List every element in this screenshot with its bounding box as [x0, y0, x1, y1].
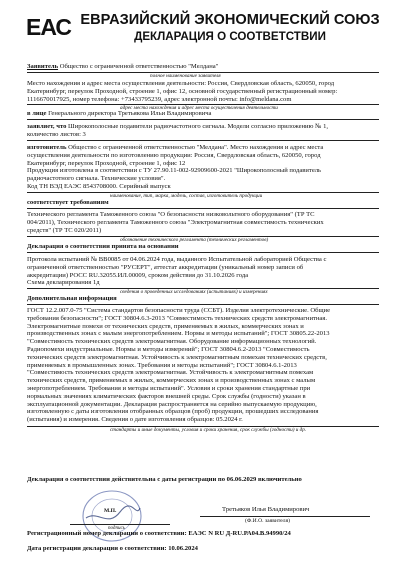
manufacturer-line: Общество с ограниченной ответственностью "Мелдана". Место нахождения и адрес места [68, 144, 324, 151]
declares-label: заявляет, что [27, 123, 67, 130]
stamp-mark: М.П. [104, 508, 117, 514]
signature-line [70, 524, 170, 525]
additional-line: применяемых в промышленных зонах. Требования и методы испытаний"; ГОСТ 30804.6.1-2013 [27, 361, 297, 369]
additional-line: энергопотреблением. Требования и методы испытаний". Условия и сроки хранения стандартные при [27, 384, 311, 392]
applicant-row [27, 63, 379, 71]
additional-line: изготовленную с даты изготовления отобранных образцов (проб) продукции, прошедших исследования [27, 408, 319, 416]
product-name: Широкополосные подавители радиочастотного сигнала. Модели согласно приложению № 1, [68, 123, 329, 130]
union-title: ЕВРАЗИЙСКИЙ ЭКОНОМИЧЕСКИЙ СОЮЗ [80, 12, 380, 28]
additional-line: требования безопасности"; ГОСТ 30804.6.3-2013 "Совместимость технических средств электромагнитная. [27, 314, 327, 322]
product-block [27, 123, 379, 139]
additional-heading: Дополнительная информация [27, 295, 117, 302]
tnved-code: Код ТН ВЭД ЕАЭС 8543708000. Серийный выпуск [27, 182, 171, 190]
basis-block [27, 256, 379, 287]
additional-caption: стандарты и иные документы, условия и сроки хранения, срок службы (годности) и др. [110, 427, 307, 433]
basis-line: аккредитации) РОСС RU.32055.ИЛ.00009, сроком действия до 31.10.2026 года [27, 271, 249, 279]
applicant-caption: полное наименование заявителя [150, 73, 221, 79]
additional-line: нормальных значениях климатических факторов внешней среды. Срок службы (годности) указан в [27, 392, 306, 400]
divider [27, 119, 379, 120]
applicant-label: Заявитель [27, 63, 59, 70]
divider [27, 208, 379, 209]
registration-date: 10.06.2024 [168, 545, 198, 552]
requirements-heading: соответствует требованиям [27, 199, 109, 206]
additional-line: Электромагнитные помехи от технических средств, применяемых в жилых, коммерческих зонах и [27, 322, 304, 330]
signer-name: Третьяков Илья Владимирович [222, 506, 310, 513]
basis-heading: Декларация о соответствии принята на основании [27, 243, 179, 250]
product-sheets: количество листов: 3 [27, 130, 86, 138]
additional-line: "Совместимость технических средств электромагнитная. Оборудование информационных технологий. [27, 338, 317, 346]
product-caption: наименование, тип, марка, модель, состав, изготовитель продукции [110, 193, 263, 199]
registration-date-row [27, 545, 379, 553]
divider [27, 140, 379, 141]
requirement-line: Технического регламента Таможенного союза "О безопасности низковольтного оборудования" (ТР ТС [27, 211, 315, 218]
requirements-caption: обозначение технического регламента (технических регламентов) [120, 237, 269, 243]
person-name: Генерального директора Третьякова Ильи Владимировича [48, 110, 212, 117]
validity-prefix: Декларация о соответствии действительна с даты регистрации по [27, 476, 226, 483]
divider [27, 252, 379, 253]
additional-line: Радиопомехи индустриальные. Нормы и методы измерений"; ГОСТ 30804.6.2-2013 "Совместимость [27, 345, 310, 353]
basis-line: Протокола испытаний № ВВ0085 от 04.06.2024 года, выданного Испытательной лабораторией Общества с [27, 256, 327, 263]
additional-block [27, 307, 379, 424]
applicant-name: Общество с ограниченной ответственностью "Мелдана" [59, 63, 219, 70]
registration-number-row [27, 530, 379, 538]
requirements-block [27, 211, 379, 234]
additional-line: технических средств, применяемых в жилых, коммерческих зонах и производственных зонах с малым [27, 377, 316, 385]
validity-row [27, 476, 379, 484]
signature-caption: подпись [108, 526, 125, 531]
address-line: 1116670017925, номер телефона: +73433795239, адрес электронной почты: info@meldana.com [27, 95, 292, 103]
requirement-line: средств" (ТР ТС 020/2011) [27, 226, 102, 234]
applicant-person [27, 110, 379, 118]
eac-logo: ЕАС [26, 14, 71, 40]
person-prefix: в лице [27, 110, 47, 117]
registration-number: ЕАЭС N RU Д-RU.РА04.В.94990/24 [188, 530, 291, 537]
signer-caption: (Ф.И.О. заявителя) [245, 518, 291, 524]
additional-line: (испытания) и измерения. Сведения о дате изготовления образцов: 05.2024 г. [27, 416, 243, 424]
address-caption: адрес места нахождения и адрес места осуществления деятельности [120, 105, 278, 111]
declaration-scheme: Схема декларирования 1д [27, 279, 100, 287]
address-line: Екатеринбург, переулок Проходной, строение 1, офис 12, основной государственный регистрационный номер: [27, 87, 338, 95]
applicant-address [27, 80, 379, 103]
divider [27, 304, 379, 305]
manufacturer-line: Екатеринбург, переулок Проходной, строение 1, офис 12 [27, 159, 186, 167]
signer-line [200, 516, 370, 517]
manufacturer-line: осуществления деятельности по изготовлению продукции: Россия, Свердловская область, 620050, город [27, 151, 321, 159]
manufacturer-block [27, 144, 379, 191]
basis-caption: сведения о проведенных исследованиях (испытаниях) и измерениях [120, 289, 268, 295]
address-line: Место нахождения и адрес места осуществления деятельности: Россия, Свердловская область, 620050, город [27, 80, 335, 87]
additional-line: эксплуатационной документации. Декларация распространяется на серийно выпускаемую продукцию, [27, 400, 317, 408]
additional-line: технических средств электромагнитная. Устойчивость к электромагнитным помехам технических средств, [27, 353, 327, 361]
manufacturer-label: изготовитель [27, 144, 67, 151]
basis-line: ограниченной ответственностью "РУСЕРТ", аттестат аккредитации (уникальный номер записи об [27, 263, 304, 271]
registration-number-label: Регистрационный номер декларации о соответствии: [27, 530, 187, 537]
additional-line: производственных зонах с малым энергопотреблением. Нормы и методы испытаний"; ГОСТ 30805.22-2013 [27, 330, 330, 338]
requirement-line: 004/2011), Технического регламента Таможенного союза "Электромагнитная совместимость технических [27, 218, 324, 226]
tu-line: радиочастотного сигнала. Технические условия". [27, 175, 166, 183]
additional-line: "Совместимость технических средств электромагнитная. Устойчивость к электромагнитным помехам [27, 369, 314, 377]
document-title: ДЕКЛАРАЦИЯ О СООТВЕТСТВИИ [134, 30, 326, 43]
validity-date: 06.06.2029 включительно [226, 476, 302, 483]
additional-line: ГОСТ 12.2.007.0-75 "Система стандартов безопасности труда (ССБТ). Изделия электротехнические. Общие [27, 307, 331, 314]
registration-date-label: Дата регистрации декларации о соответствии: [27, 545, 167, 552]
tu-line: Продукция изготовлена в соответствии с ТУ 27.90.11-002-92909600-2021 "Широкополосный подавитель [27, 167, 322, 175]
